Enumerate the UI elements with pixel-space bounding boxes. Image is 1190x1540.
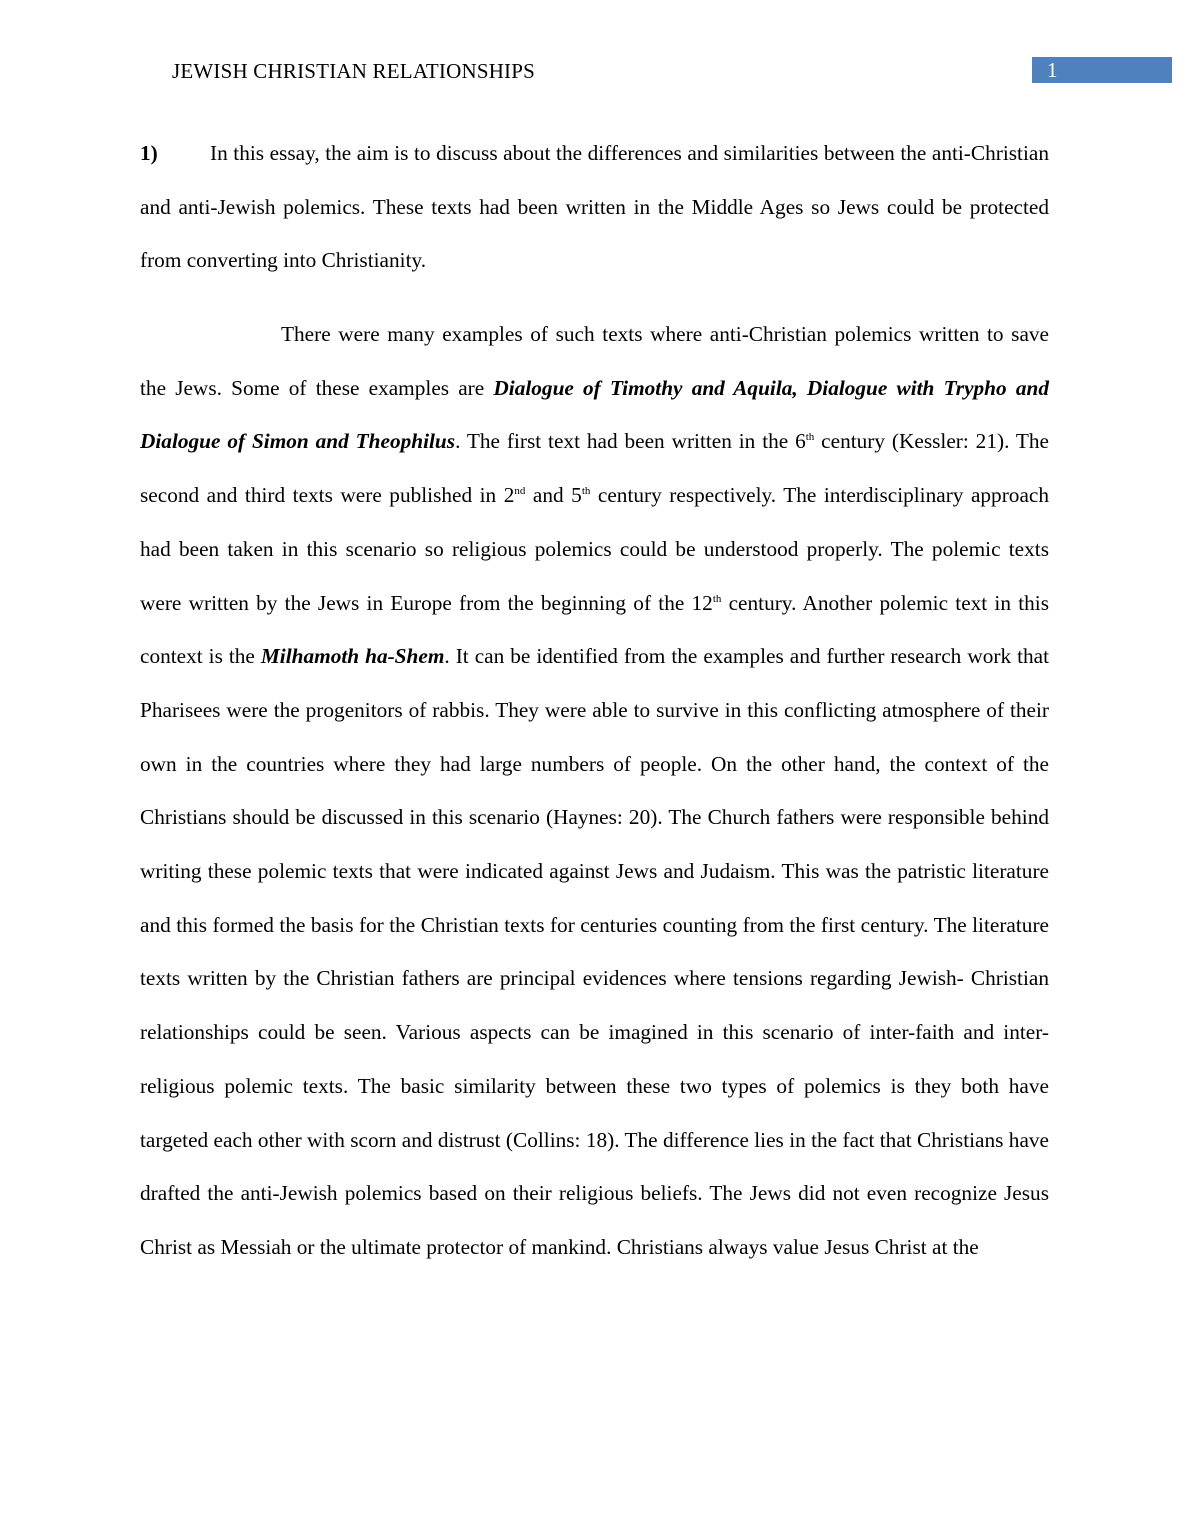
paragraph-2 xyxy=(140,308,1049,1275)
ordinal-suffix-12th: th xyxy=(712,592,722,605)
paragraph-2-text-2: . The first text had been written in the 6 xyxy=(455,429,806,454)
page-number-box xyxy=(1032,57,1172,83)
paragraph-2-text-5: century respectively. The interdisciplinary approach had been taken in this scenario so religious polemics could be understood properly. The polemic texts were written by the Jews in Europe from the beginning of the 12 xyxy=(140,483,1049,615)
paragraph-2-text-4: and 5 xyxy=(525,483,582,508)
paragraph-1-text: In this essay, the aim is to discuss about the differences and similarities between the anti-Christian and anti-Jewish polemics. These texts had been written in the Middle Ages so Jews could be protected from converting into Christianity. xyxy=(140,141,1049,273)
paragraph-2-text-6: century. Another polemic text in this context is the xyxy=(140,590,1049,669)
list-number: 1) xyxy=(140,141,158,165)
ordinal-suffix-5th: th xyxy=(581,485,591,498)
cited-titles-dialogues: Dialogue of Timothy and Aquila, Dialogue with Trypho and Dialogue of Simon and Theophilus xyxy=(140,375,1049,454)
paragraph-2-text-1: There were many examples of such texts where anti-Christian polemics written to save the Jews. Some of these examples are xyxy=(140,322,1049,400)
paragraph-2-text-3: century (Kessler: 21). The second and third texts were published in 2 xyxy=(140,429,1049,508)
paragraph-2-text-7: . It can be identified from the examples and further research work that Pharisees were the progenitors of rabbis. They were able to survive in this conflicting atmosphere of their own in the countries where they had large numbers of people. On the other hand, the context of the Christians should be discussed in this scenario (Haynes: 20). The Church fathers were responsible behind writing these polemic texts that were indicated against Jews and Judaism. This was the patristic literature and this formed the basis for the Christian texts for centuries counting from the first century. The literature texts written by the Christian fathers are principal evidences where tensions regarding Jewish- Christian relationships could be seen. Various aspects can be imagined in this scenario of inter-faith and inter-religious polemic texts. The basic similarity between these two types of polemics is they both have targeted each other with scorn and distrust (Collins: 18). The difference lies in the fact that Christians have drafted the anti-Jewish polemics based on their religious beliefs. The Jews did not even recognize Jesus Christ as Messiah or the ultimate protector of mankind. Christians always value Jesus Christ at the xyxy=(140,644,1050,1259)
ordinal-suffix-2nd: nd xyxy=(514,485,526,498)
paragraph-1 xyxy=(140,127,1049,288)
cited-title-milhamoth: Milhamoth ha-Shem xyxy=(260,644,445,669)
header-title: JEWISH CHRISTIAN RELATIONSHIPS xyxy=(172,59,536,83)
ordinal-suffix-6th: th xyxy=(805,431,815,444)
page-number: 1 xyxy=(1047,58,1058,82)
